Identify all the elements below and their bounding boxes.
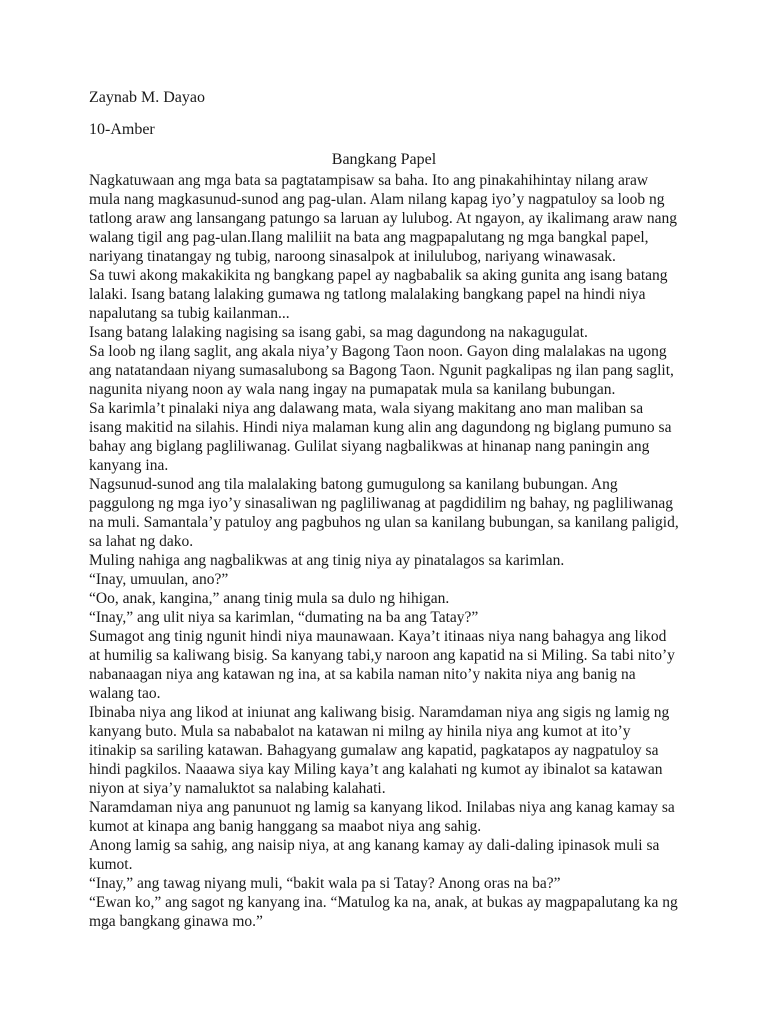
story-body: [89, 171, 679, 931]
paragraph: Nagsunud-sunod ang tila malalaking batong gumugulong sa kanilang bubungan. Ang paggulong ng mga iyo’y sinasaliwan ng pagliliwanag at pagdidilim ng bahay, ng pagliliwanag na muli. Samantala’y patuloy ang pagbuhos ng ulan sa kanilang bubungan, sa kanilang paligid, sa lahat ng dako.: [89, 476, 679, 550]
paragraph: Isang batang lalaking nagising sa isang gabi, sa mag dagundong na nakagugulat.: [89, 324, 588, 341]
paragraph: Sumagot ang tinig ngunit hindi niya maunawaan. Kaya’t itinaas niya nang bahagya ang likod at humilig sa kaliwang bisig. Sa kanyang tabi,y naroon ang kapatid na si Miling. Sa tabi nito’y nabanaagan niya ang katawan ng ina, at sa kabila naman nito’y nakita niya ang banig na walang tao.: [89, 628, 675, 702]
author-name: Zaynab M. Dayao: [89, 89, 205, 106]
paragraph: Nagkatuwaan ang mga bata sa pagtatampisaw sa baha. Ito ang pinakahihintay nilang araw mula nang magkasunud-sunod ang pag-ulan. Alam nilang kapag iyo’y nagpatuloy sa loob ng tatlong araw ang lansangang patungo sa laruan ay lulubog. At ngayon, ay ikalimang araw nang walang tigil ang pag-ulan.Ilang maliliit na bata ang magpapalutang ng mga bangkal papel, nariyang tinatangay ng tubig, naroong sinasalpok at inilulubog, nariyang winawasak.: [89, 172, 677, 265]
dialogue-line: “Inay, umuulan, ano?”: [89, 571, 229, 588]
class-section: 10-Amber: [89, 121, 155, 138]
paragraph: Sa karimla’t pinalaki niya ang dalawang mata, wala siyang makitang ano man maliban sa isang makitid na silahis. Hindi niya malaman kung alin ang dagundong ng biglang pumuno sa bahay ang biglang pagliliwanag. Gulilat siyang nagbalikwas at hinanap nang paningin ang kanyang ina.: [89, 400, 672, 474]
dialogue-line: “Inay,” ang ulit niya sa karimlan, “dumating na ba ang Tatay?”: [89, 609, 479, 626]
paragraph: Anong lamig sa sahig, ang naisip niya, at ang kanang kamay ay dali-daling ipinasok muli sa kumot.: [89, 837, 660, 873]
paragraph: Muling nahiga ang nagbalikwas at ang tinig niya ay pinatalagos sa karimlan.: [89, 552, 565, 569]
dialogue-line: “Inay,” ang tawag niyang muli, “bakit wala pa si Tatay? Anong oras na ba?”: [89, 875, 561, 892]
paragraph: Sa loob ng ilang saglit, ang akala niya’y Bagong Taon noon. Gayon ding malalakas na ugong ang natatandaan niyang sumasalubong sa Bagong Taon. Ngunit pagkalipas ng ilan pang saglit, nagunita niyang noon ay wala nang ingay na pumapatak mula sa kanilang bubungan.: [89, 343, 674, 398]
dialogue-line: “Oo, anak, kangina,” anang tinig mula sa dulo ng hihigan.: [89, 590, 450, 607]
paragraph: Sa tuwi akong makakikita ng bangkang papel ay nagbabalik sa aking gunita ang isang batang lalaki. Isang batang lalaking gumawa ng tatlong malalaking bangkang papel na hindi niya napalutang sa tubig kailanman...: [89, 267, 668, 322]
dialogue-line: “Ewan ko,” ang sagot ng kanyang ina. “Matulog ka na, anak, at bukas ay magpapalutang ka ng mga bangkang ginawa mo.”: [89, 894, 678, 930]
paragraph: Naramdaman niya ang panunuot ng lamig sa kanyang likod. Inilabas niya ang kanag kamay sa kumot at kinapa ang banig hanggang sa maabot niya ang sahig.: [89, 799, 675, 835]
story-title: Bangkang Papel: [331, 151, 437, 168]
paragraph: Ibinaba niya ang likod at iniunat ang kaliwang bisig. Naramdaman niya ang sigis ng lamig ng kanyang buto. Mula sa nababalot na katawan ni milng ay hinila niya ang kumot at ito’y itinakip sa sariling katawan. Bahagyang gumalaw ang kapatid, pagkatapos ay nagpatuloy sa hindi pagkilos. Naaawa siya kay Miling kaya’t ang kalahati ng kumot ay ibinalot sa katawan niyon at siya’y namaluktot sa nalabing kalahati.: [89, 704, 670, 797]
